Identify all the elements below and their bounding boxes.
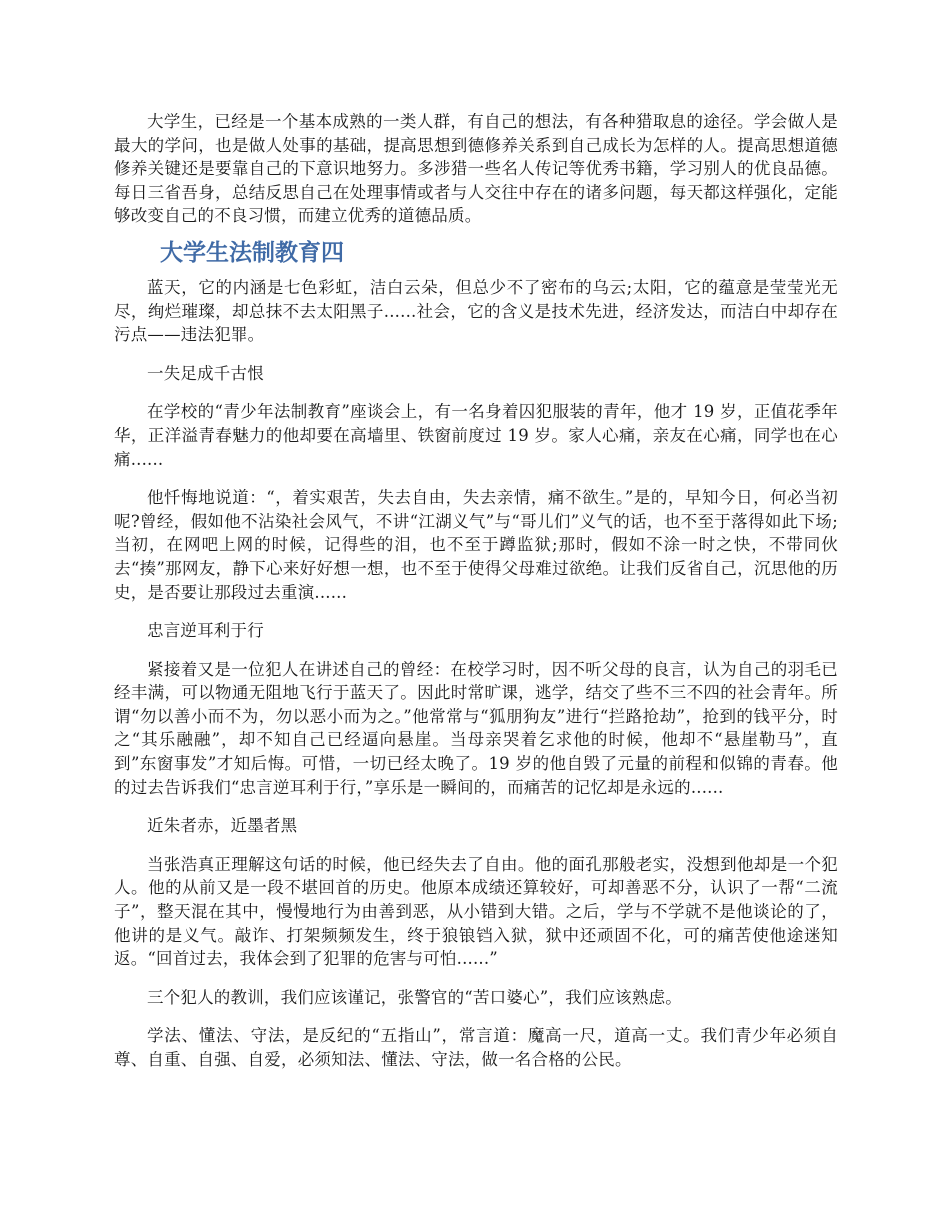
section-heading: 大学生法制教育四	[160, 239, 344, 266]
intro-paragraph: 大学生，已经是一个基本成熟的一类人群，有自己的想法，有各种猎取息的途径。学会做人是最大的学问，也是做人处事的基础，提高思想到德修养关系到自己成长为怎样的人。提高思想道德修养关键还是要靠自己的下意识地努力。多涉猎一些名人传记等优秀书籍，学习别人的优良品德。每日三省吾身，总结反思自己在处理事情或者与人交往中存在的诸多问题，每天都这样强化，定能够改变自己的不良习惯，而建立优秀的道德品质。	[114, 112, 838, 226]
paragraph: 在学校的“青少年法制教育”座谈会上，有一名身着囚犯服装的青年，他才 19 岁，正值花季年华，正洋溢青春魅力的他却要在高墙里、铁窗前度过 19 岁。家人心痛，亲友在心痛，同学也在心痛......	[114, 402, 838, 469]
paragraph: 当张浩真正理解这句话的时候，他已经失去了自由。他的面孔那般老实，没想到他却是一个犯人。他的从前又是一段不堪回首的历史。他原本成绩还算较好，可却善恶不分，认识了一帮“二流子”，整天混在其中，慢慢地行为由善到恶，从小错到大错。之后，学与不学就不是他谈论的了，他讲的是义气。敲诈、打架频频发生，终于狼锒铛入狱，狱中还顽固不化，可的痛苦使他途迷知返。“回首过去，我体会到了犯罪的危害与可怕......”	[114, 854, 838, 969]
paragraph: 紧接着又是一位犯人在讲述自己的曾经：在校学习时，因不听父母的良言，认为自己的羽毛已经丰满，可以物通无阻地飞行于蓝天了。因此时常旷课，逃学，结交了些不三不四的社会青年。所谓“勿以善小而不为，勿以恶小而为之。”他常常与“狐朋狗友”进行“拦路抢劫”，抢到的钱平分，时之“其乐融融”，却不知自己已经逼向悬崖。当母亲哭着乞求他的时候，他却不“悬崖勒马”，直到”东窗事发”才知后悔。可惜，一切已经太晚了。19 岁的他自毁了元量的前程和似锦的青春。他的过去告诉我们“忠言逆耳利于行，”享乐是一瞬间的，而痛苦的记忆却是永远的......	[114, 659, 838, 797]
paragraph: 学法、懂法、守法，是反纪的“五指山”，常言道：魔高一尺，道高一丈。我们青少年必须自尊、自重、自强、自爱，必须知法、懂法、守法，做一名合格的公民。	[114, 1026, 838, 1069]
paragraph: 蓝天，它的内涵是七色彩虹，洁白云朵，但总少不了密布的乌云;太阳，它的蕴意是莹莹光无尽，绚烂璀璨，却总抹不去太阳黑子......社会，它的含义是技术先进，经济发达，而洁白中却存在污点——违法犯罪。	[114, 277, 838, 345]
subheading-paragraph: 一失足成千古恨	[147, 363, 264, 383]
subheading-paragraph: 近朱者赤，近墨者黑	[147, 816, 298, 836]
document-page	[114, 110, 838, 1072]
paragraph: 三个犯人的教训，我们应该谨记，张警官的“苦口婆心”，我们应该熟虑。	[147, 987, 682, 1007]
paragraph: 他忏悔地说道：“，着实艰苦，失去自由，失去亲情，痛不欲生。”是的，早知今日，何必当初呢?曾经，假如他不沾染社会风气，不讲“江湖义气”与“哥儿们”义气的话，也不至于落得如此下场;当初，在网吧上网的时候，记得些的泪，也不至于蹲监狱;那时，假如不涂一时之快，不带同伙去“揍”那网友，静下心来好好想一想，也不至于使得父母难过欲绝。让我们反省自己，沉思他的历史，是否要让那段过去重演......	[114, 488, 838, 602]
subheading-paragraph: 忠言逆耳利于行	[147, 621, 264, 641]
